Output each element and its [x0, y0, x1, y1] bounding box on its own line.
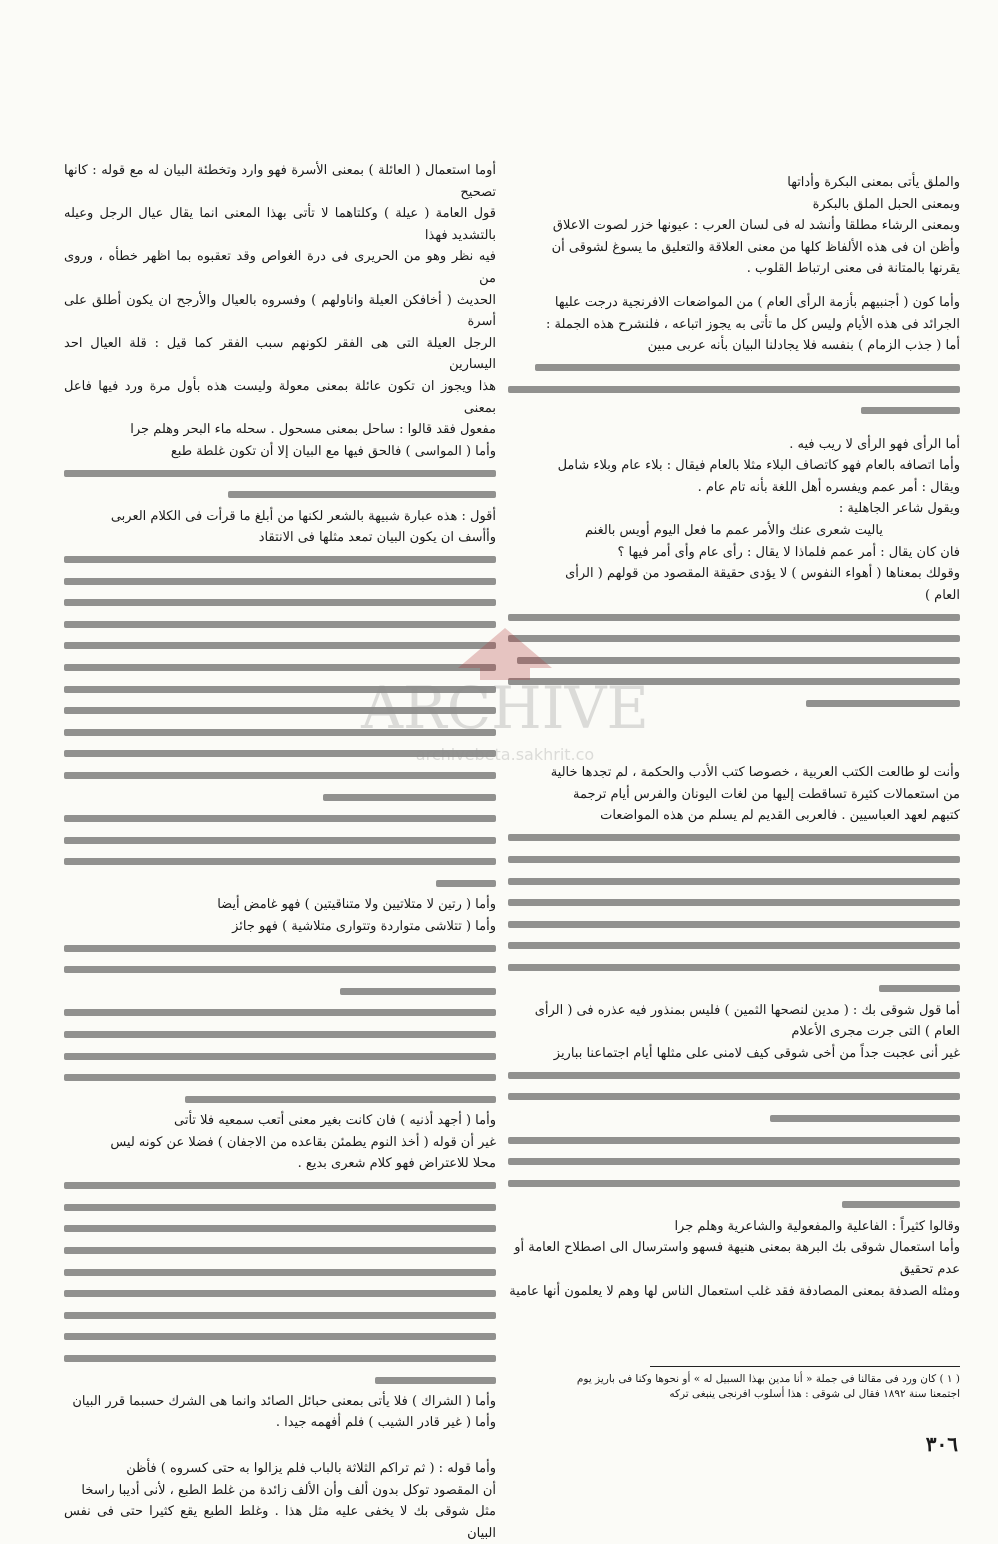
text-line: الحديث ( أخافكن العيلة واناولهم ) وفسروه بالعيال والأرجح ان يكون أطلق على أسرة: [64, 292, 496, 330]
text-line: ويقول شاعر الجاهلية :: [838, 501, 960, 517]
illegible-line: [508, 1151, 960, 1173]
illegible-line: [64, 786, 496, 808]
text-line: وبمعنى الرشاء مطلقا وأنشد له فى لسان العرب : عيونها خزر لصوت الاعلاق: [552, 218, 960, 234]
illegible-line: [64, 1197, 496, 1219]
text-line: وقالوا كثيراً : الفاعلية والمفعولية والشاعرية وهلم جرا: [674, 1218, 960, 1234]
illegible-line: [64, 1002, 496, 1024]
illegible-line: [64, 1089, 496, 1111]
text-line: وأنت لو طالعت الكتب العربية ، خصوصا كتب الأدب والحكمة ، لم تجدها خالية: [550, 765, 960, 781]
illegible-line: [508, 1129, 960, 1151]
illegible-line: [64, 829, 496, 851]
text-line: أما الرأى فهو الرأى لا ريب فيه .: [789, 436, 960, 452]
illegible-line: [508, 913, 960, 935]
illegible-line: [64, 1024, 496, 1046]
illegible-line: [64, 484, 496, 506]
text-line: مفعول فقد قالوا : ساحل بمعنى مسحول . سحله ماء البحر وهلم جرا: [130, 422, 496, 438]
illegible-line: [508, 892, 960, 914]
text-line: من استعمالات كثيرة تساقطت إليها من لغات اليونان والفرس أيام ترجمة: [573, 786, 960, 802]
illegible-line: [508, 671, 960, 693]
illegible-line: [64, 700, 496, 722]
footnote-line: اجتمعنا سنة ١٨٩٢ فقال لى شوقى : هذا أسلوب افرنجى ينبغى تركه: [669, 1388, 960, 1400]
text-line: عدم تحقيق: [899, 1261, 960, 1277]
illegible-line: [64, 635, 496, 657]
illegible-line: [64, 765, 496, 787]
right-column: [508, 172, 960, 1360]
illegible-line: [64, 1045, 496, 1067]
illegible-line: [64, 959, 496, 981]
illegible-line: [508, 935, 960, 957]
text-line: غير أنى عجبت جداً من أخى شوقى كيف لامنى على مثلها أيام اجتماعنا بباريز: [553, 1045, 960, 1061]
illegible-line: [64, 1326, 496, 1348]
illegible-line: [64, 657, 496, 679]
illegible-line: [508, 1108, 960, 1130]
text-line: كتبهم لعهد العباسيين . فالعربى القديم لم يسلم من هذه المواضعات: [600, 808, 960, 824]
illegible-line: [64, 592, 496, 614]
illegible-line: [508, 1194, 960, 1216]
text-line: محلا للاعتراض فهو كلام شعرى بديع .: [297, 1156, 496, 1172]
illegible-line: [508, 957, 960, 979]
illegible-line: [508, 649, 960, 671]
text-line: وأما ( غير قادر الشيب ) فلم أفهمه جيدا .: [275, 1415, 496, 1431]
text-line: ويقال : أمر عمم ويفسره أهل اللغة بأنه تام عام .: [697, 479, 960, 495]
footnote: [508, 1372, 960, 1416]
text-line: العام ) التى جرت مجرى الأعلام: [791, 1024, 960, 1040]
text-line: أما ( جذب الزمام ) بنفسه فلا يجادلنا البيان بأنه عربى مبين: [647, 338, 960, 354]
text-line: وبمعنى الحبل الملق بالبكرة: [812, 196, 960, 212]
footnote-divider: [650, 1366, 960, 1367]
text-line: مثل شوقى بك لا يخفى عليه مثل هذا . وغلط الطبع يقع كثيرا حتى فى نفس البيان: [64, 1504, 496, 1541]
illegible-line: [508, 1086, 960, 1108]
text-line: وأما ( رتين لا متلاتيين ولا متناقيتين ) فهو غامض أيضا: [217, 897, 496, 913]
illegible-line: [64, 873, 496, 895]
illegible-line: [64, 1067, 496, 1089]
page-number: ٣٠٦: [925, 1432, 958, 1456]
illegible-line: [508, 849, 960, 871]
illegible-line: [64, 570, 496, 592]
text-line: وأظن ان فى هذه الألفاظ كلها من معنى العلاقة والتعليق ما يسوغ لشوقى أن: [551, 239, 960, 255]
text-line: قول العامة ( عيلة ) وكلتاهما لا تأتى بهذا المعنى انما يقال عيال الرجل وعيله بالتشديد فهذا: [64, 206, 496, 243]
illegible-line: [64, 1304, 496, 1326]
text-line: وأما كون ( أجنبيهم بأزمة الرأى العام ) من المواضعات الافرنجية درجت عليها: [554, 294, 960, 310]
footnote-line: ( ١ ) كان ورد فى مقالنا فى جملة « أنا مدين بهذا السبيل له » أو نحوها وكنا فى باريز يوم: [576, 1373, 960, 1385]
text-line: أوما استعمال ( العائلة ) بمعنى الأسرة فهو وارد وتخطئة البيان له مع قوله : كانها تصحيح: [64, 163, 496, 200]
illegible-line: [508, 606, 960, 628]
text-line: وأما اتصافه بالعام فهو كاتصاف البلاء مثلا بالعام فيقال : بلاء عام وبلاء شامل: [557, 458, 960, 474]
text-line: يقرنها بالمتانة فى معنى ارتباط القلوب .: [746, 261, 960, 277]
watermark-subtitle: archivebeta.sakhrit.co: [415, 745, 595, 764]
text-line: وأما قوله : ( ثم تراكم الثلاثة بالباب فلم يزالوا به حتى كسروه ) فأظن: [126, 1461, 496, 1477]
text-line: والملق يأتى بمعنى البكرة وأداتها: [787, 175, 960, 190]
text-line: وأما ( الشراك ) فلا يأتى بمعنى حبائل الصائد وانما هى الشرك حسبما قرر البيان: [72, 1393, 496, 1409]
illegible-line: [64, 1240, 496, 1262]
left-column: [64, 160, 496, 1541]
text-line: أقول : هذه عبارة شبيهة بالشعر لكنها من أبلغ ما قرأت فى الكلام العربى: [110, 508, 496, 524]
text-line: وقولك بمعناها ( أهواء النفوس ) لا يؤدى حقيقة المقصود من قولهم ( الرأى: [565, 566, 960, 582]
illegible-line: [64, 1218, 496, 1240]
text-line: وأما ( المواسى ) فالحق فيها مع البيان إلا أن تكون غلطة طبع: [170, 443, 496, 459]
illegible-line: [508, 400, 960, 422]
text-line: وأما ( تتلاشى متواردة وتتوارى متلاشية ) فهو جائز: [232, 918, 496, 934]
illegible-line: [64, 678, 496, 700]
illegible-line: [64, 462, 496, 484]
text-line: وأما استعمال شوقى بك البرهة بمعنى هنيهة فسهو واسترسال الى اصطلاح العامة أو: [514, 1240, 960, 1256]
illegible-line: [64, 851, 496, 873]
illegible-line: [508, 693, 960, 715]
illegible-line: [64, 808, 496, 830]
text-line: أن المقصود توكل بدون ألف وأن الألف زائدة من غلط الطبع ، لأنى أديبا راسخا: [81, 1482, 496, 1498]
illegible-line: [508, 1065, 960, 1087]
illegible-line: [64, 1369, 496, 1391]
illegible-line: [64, 1261, 496, 1283]
illegible-line: [64, 613, 496, 635]
text-line: ومثله الصدفة بمعنى المصادفة فقد غلب استعمال الناس لها وهم لا يعلمون أنها عامية: [509, 1283, 960, 1299]
illegible-line: [64, 1175, 496, 1197]
illegible-line: [508, 978, 960, 1000]
text-line: فيه نظر وهو من الحريرى فى درة الغواص وقد تعقبوه بما اظهر خطأه ، وروى من: [64, 249, 496, 286]
illegible-line: [508, 1173, 960, 1195]
text-line: وأأسف ان يكون البيان تمعد مثلها فى الانتقاد: [258, 530, 496, 546]
verse-line: ياليت شعرى عنك والأمر عمم ما فعل اليوم أويس بالغنم: [585, 522, 883, 538]
illegible-line: [508, 827, 960, 849]
illegible-line: [508, 378, 960, 400]
illegible-line: [64, 721, 496, 743]
illegible-line: [64, 743, 496, 765]
illegible-line: [64, 1348, 496, 1370]
text-line: الرجل العيلة التى هى الفقر لكونهم سبب الفقر كما قيل : قلة العيال احد اليسارين: [64, 335, 496, 373]
illegible-line: [64, 549, 496, 571]
text-line: هذا ويجوز ان تكون عائلة بمعنى معولة وليست هذه بأول مرة ورد فيها فاعل بمعنى: [64, 378, 496, 416]
illegible-line: [508, 357, 960, 379]
text-line: الجرائد فى هذه الأيام وليس كل ما تأتى به يجوز اتباعه ، فلنشرح هذه الجملة :: [546, 316, 960, 332]
watermark-title: ARCHIVE: [361, 674, 649, 742]
text-line: وأما ( أجهد أذنيه ) فان كانت بغير معنى أتعب سمعيه فلا تأتى: [174, 1113, 496, 1129]
illegible-line: [64, 937, 496, 959]
illegible-line: [508, 870, 960, 892]
illegible-line: [64, 981, 496, 1003]
illegible-line: [64, 1283, 496, 1305]
text-line: غير أن قوله ( أخذ النوم يطمئن بقاعده من الاجفان ) فضلا عن كونه ليس: [110, 1134, 496, 1150]
text-line: العام ): [924, 587, 960, 603]
text-line: فان كان يقال : أمر عمم فلماذا لا يقال : رأى عام وأى أمر فيها ؟: [617, 544, 960, 560]
text-line: أما قول شوقى بك : ( مدين لنصحها الثمين ) فليس بمنذور فيه عذره فى ( الرأى: [534, 1002, 960, 1018]
illegible-line: [508, 628, 960, 650]
